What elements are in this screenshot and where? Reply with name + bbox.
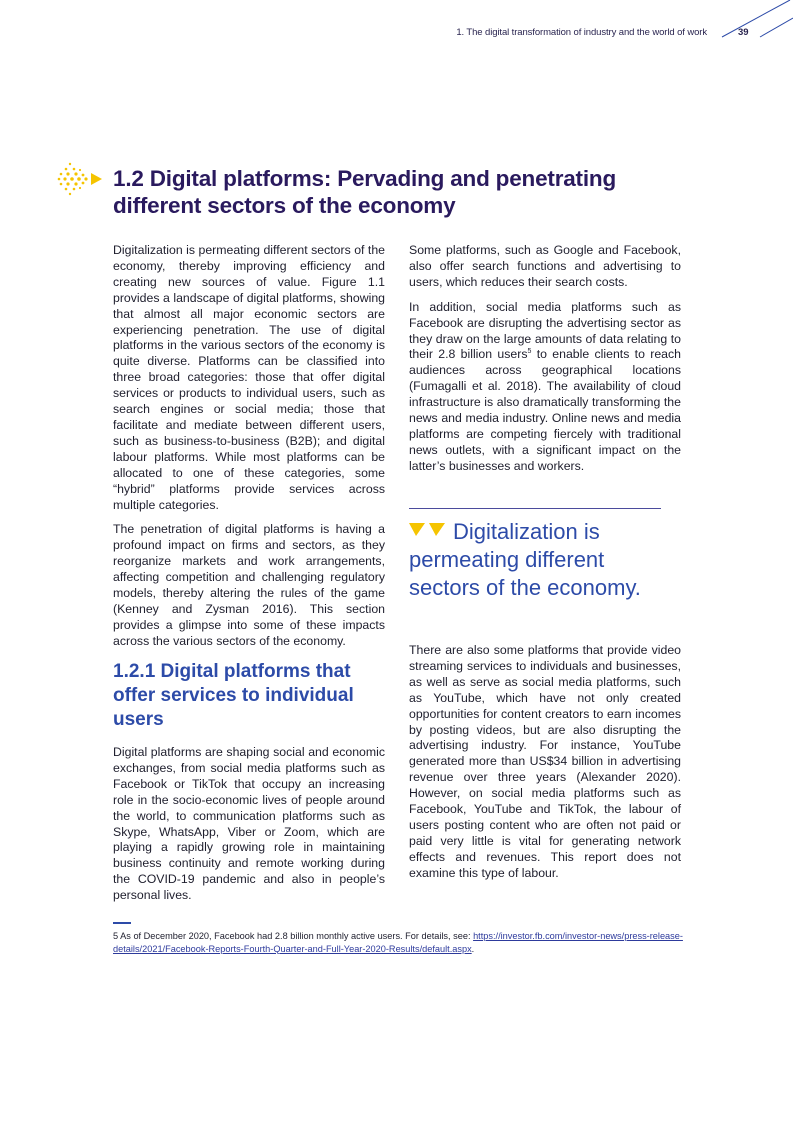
right-column-lower	[409, 643, 681, 891]
page-number: 39	[738, 27, 749, 38]
footnote	[113, 930, 683, 955]
left-column-lower	[113, 745, 385, 913]
pull-quote	[409, 518, 669, 602]
paragraph: Digital platforms are shaping social and economic exchanges, from social media platforms such as Facebook or TikTok that occupy an increasing role in the socio-economic lives of people around the world, to communication platforms such as Skype, WhatsApp, Viber or Zoom, which are playing a rapidly growing role in maintaining business continuity and remote working during the COVID-19 pandemic and also in people’s personal lives.	[113, 745, 385, 903]
paragraph: Digitalization is permeating different sectors of the economy, thereby improving efficiency and creating new sources of value. Figure 1.1 provides a landscape of digital platforms, showing that almost all major economic sectors are experiencing penetration. The use of digital platforms in the various sectors of the economy is quite diverse. Platforms can be classified into three broad categories: those that offer digital services or products to individual users, such as search engines or social media; those that facilitate and mediate between different users, such as business-to-business (B2B); and digital labour platforms. While most platforms can be allocated to one of these categories, some “hybrid” platforms provide services across multiple categories.	[113, 243, 385, 512]
dotted-arrow-icon	[56, 160, 104, 198]
pull-quote-text: Digitalization is permeating different sectors of the economy.	[409, 519, 641, 600]
footnote-link[interactable]: https://investor.fb.com/investor-news/press-release-details/2021/Facebook-Reports-Fourth-Quarter-and-Full-Year-2020-Results/default.aspx	[113, 931, 683, 954]
paragraph-text: to enable clients to reach audiences across geographical locations (Fumagalli et al. 2018). The availability of cloud infrastructure is also dramatically transforming the news and media industry. Online news and media platforms are competing fiercely with traditional news outlets, with a significant impact on the latter’s businesses and workers.	[409, 347, 682, 473]
footnote-text: As of December 2020, Facebook had 2.8 billion monthly active users. For details, see:	[120, 931, 474, 941]
footnote-number: 5	[113, 931, 119, 941]
section-title: 1.2 Digital platforms: Pervading and penetrating different sectors of the economy	[113, 166, 616, 218]
paragraph	[409, 300, 681, 475]
right-column	[409, 243, 681, 484]
paragraph: The penetration of digital platforms is having a profound impact on firms and sectors, as they reorganize markets and work arrangements, affecting competition and challenging regulatory models, thereby altering the rules of the game (Kenney and Zysman 2016). This section provides a glimpse into some of these impacts across the various sectors of the economy.	[113, 522, 385, 648]
quote-divider	[409, 508, 661, 509]
header-diagonal-lines	[700, 0, 793, 45]
footnote-ref: 5	[527, 348, 532, 356]
running-title: 1. The digital transformation of industry and the world of work	[456, 27, 707, 38]
paragraph: Some platforms, such as Google and Facebook, also offer search functions and advertising to users, which reduces their search costs.	[409, 243, 681, 289]
footnote-divider	[113, 922, 131, 924]
paragraph: There are also some platforms that provide video streaming services to individuals and businesses, as well as serve as social media platforms, such as YouTube, which have not only created opportunities for content creators to earn incomes by posting videos, but are also disrupting the advertising industry. For instance, YouTube generated more than US$34 billion in advertising revenue over three years (Alexander 2020). However, on social media platforms such as Facebook, YouTube and TikTok, the labour of users posting content who are often not paid or paid very little is vital for generating network effects and revenues. This report does not examine this type of labour.	[409, 643, 681, 880]
subsection-title: 1.2.1 Digital platforms that offer services to individual users	[113, 661, 354, 730]
footnote-end: .	[471, 943, 475, 954]
paragraph-text: In addition, social media platforms such as Facebook are disrupting the advertising sector as they draw on the large amounts of data relating to their 2.8 billion users	[409, 299, 681, 362]
left-column	[113, 243, 385, 659]
quote-mark-icon	[409, 522, 449, 538]
